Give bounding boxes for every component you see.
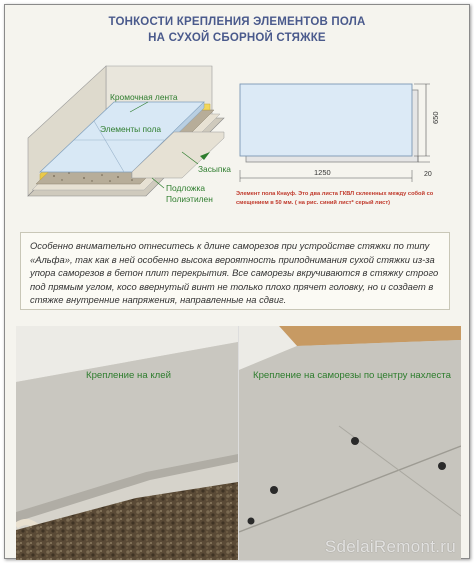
label-edge-tape: Кромочная лента [110, 92, 178, 102]
floor-element-dimensions [236, 84, 440, 206]
photo-screw-image [239, 326, 461, 560]
dim-width-label: 1250 [314, 168, 331, 177]
screw-icon [351, 437, 359, 445]
floor-construction-illustration [28, 66, 231, 204]
screw-icon [270, 486, 278, 494]
right-photo-caption: Крепление на саморезы по центру нахлеста [253, 370, 451, 381]
label-underlay-1: Подложка [166, 183, 206, 193]
dim-height-label: 650 [431, 111, 440, 124]
text-box [20, 232, 450, 310]
page-title [0, 14, 474, 46]
caption-line-2: смещением в 50 мм. ( на рис. синий лист* серый лист) [236, 200, 391, 206]
photo-glue-fastening [16, 326, 238, 560]
body-text: Особенно внимательно отнеситесь к длине саморезов при устройстве стяжки по типу «Альфа», так как в ней особенно высока вероятность приподнимания сухой стяжки из-за упора саморезов в бетон плит перекрытия. Все саморезы вкручиваются в стяжку строго под прямым углом, косо ввернутый винт не только плохо прячет головку, но и создает в стяжке внутренние напряжения, направленные на сдвиг. [30, 240, 439, 306]
blue-sheet [240, 84, 412, 156]
title-line-1: ТОНКОСТИ КРЕПЛЕНИЯ ЭЛЕМЕНТОВ ПОЛА [108, 16, 366, 28]
label-floor-elements: Элементы пола [100, 124, 162, 134]
dim-offset-label: 20 [424, 171, 432, 178]
label-backfill: Засыпка [198, 164, 231, 174]
label-underlay-2: Полиэтилен [166, 194, 213, 204]
screw-icon [248, 518, 255, 525]
photo-screw-fastening [238, 326, 461, 560]
floor-diagram [14, 60, 460, 220]
screw-icon [438, 462, 446, 470]
photo-glue-image [16, 326, 238, 560]
left-photo-caption: Крепление на клей [86, 370, 171, 381]
title-line-2: НА СУХОЙ СБОРНОЙ СТЯЖКЕ [148, 32, 326, 44]
watermark: SdelaiRemont.ru [324, 537, 456, 556]
caption-line-1: Элемент пола Кнауф. Это два листа ГКВЛ склеенных между собой со [236, 191, 434, 197]
